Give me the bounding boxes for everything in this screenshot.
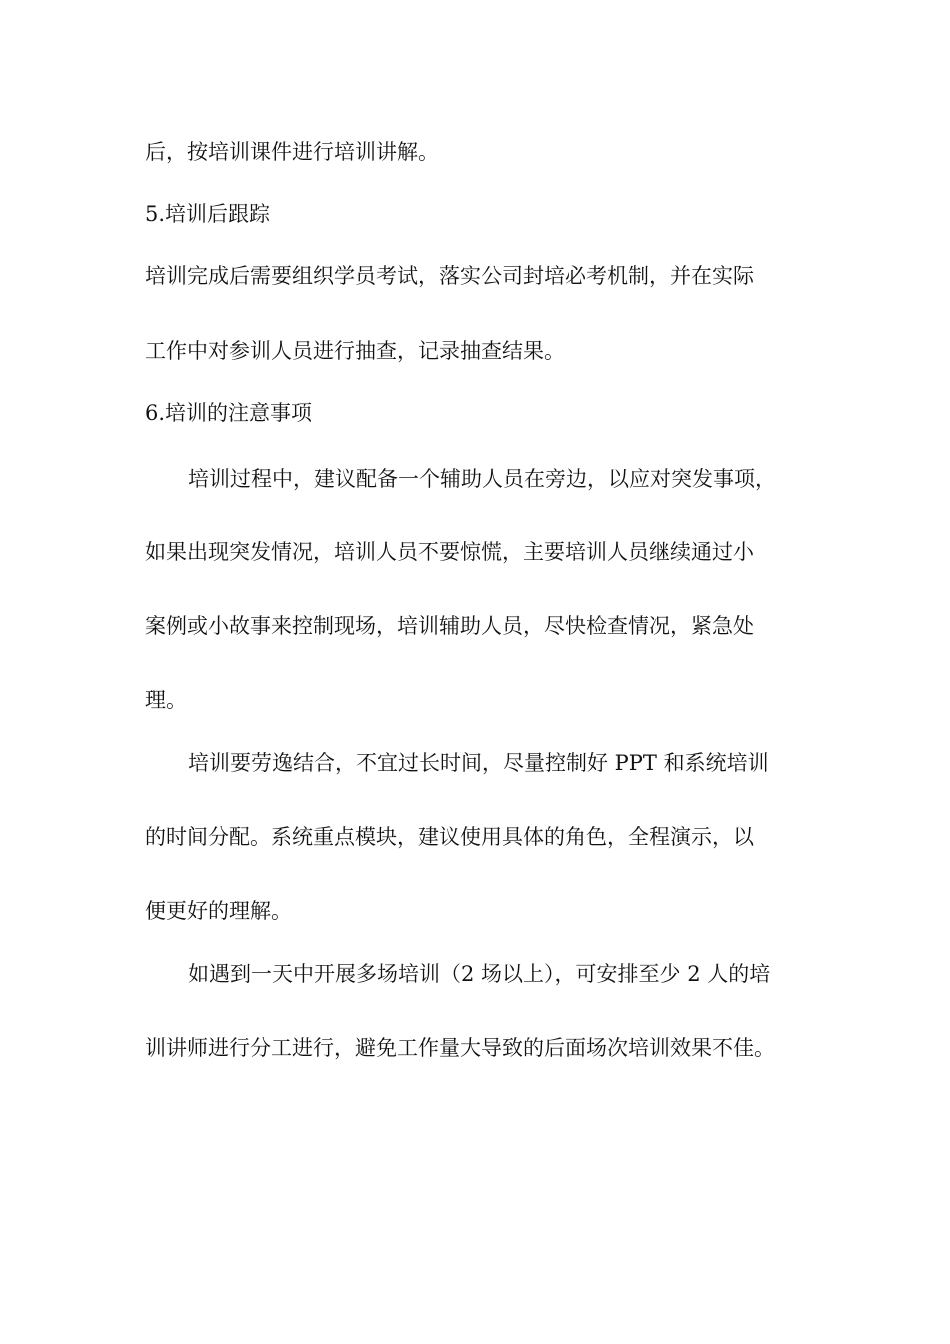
section-6-paragraph-3-line-1: 如遇到一天中开展多场培训（2 场以上），可安排至少 2 人的培 bbox=[188, 962, 771, 986]
section-6-paragraph-1-line-4: 理。 bbox=[145, 688, 187, 712]
section-6-paragraph-2-line-1: 培训要劳逸结合，不宜过长时间，尽量控制好 PPT 和系统培训 bbox=[188, 751, 769, 775]
section-6-paragraph-3-line-2: 训讲师进行分工进行，避免工作量大导致的后面场次培训效果不佳。 bbox=[145, 1036, 775, 1060]
section-6-paragraph-1-line-2: 如果出现突发情况，培训人员不要惊慌，主要培训人员继续通过小 bbox=[145, 540, 754, 564]
section-6-paragraph-1-line-3: 案例或小故事来控制现场，培训辅助人员，尽快检查情况，紧急处 bbox=[145, 614, 754, 638]
section-5-paragraph-line-2: 工作中对参训人员进行抽查，记录抽查结果。 bbox=[145, 339, 565, 363]
section-6-paragraph-1-line-1: 培训过程中，建议配备一个辅助人员在旁边，以应对突发事项， bbox=[188, 467, 776, 491]
continuation-line: 后，按培训课件进行培训讲解。 bbox=[145, 140, 439, 164]
section-6-heading: 6.培训的注意事项 bbox=[145, 401, 313, 425]
section-5-paragraph-line-1: 培训完成后需要组织学员考试，落实公司封培必考机制，并在实际 bbox=[145, 264, 754, 288]
section-6-paragraph-2-line-3: 便更好的理解。 bbox=[145, 899, 292, 923]
section-5-heading: 5.培训后跟踪 bbox=[145, 202, 271, 226]
section-6-paragraph-2-line-2: 的时间分配。系统重点模块，建议使用具体的角色，全程演示，以 bbox=[145, 825, 754, 849]
